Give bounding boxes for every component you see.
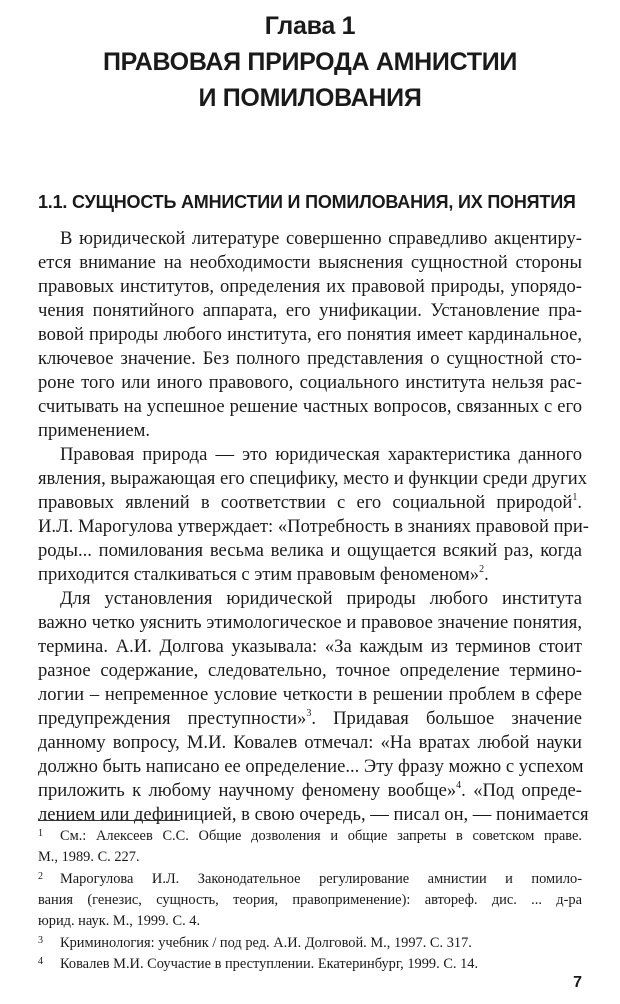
body-line: должно быть написано ее определение... Эту фразу можно с успехом bbox=[38, 756, 584, 777]
footnote-number: 1 bbox=[38, 828, 43, 839]
chapter-title-line-1: ПРАВОВАЯ ПРИРОДА АМНИСТИИ bbox=[102, 48, 518, 76]
body-line: правовых явлений в соответствии с его социальной природой$^1$. bbox=[38, 491, 582, 513]
body-line bbox=[38, 779, 582, 803]
body-line: логии – непременное условие четкости в решении проблем в сфере bbox=[38, 684, 582, 705]
body-line: термина. А.И. Долгова указывала: «За каждым из терминов стоит bbox=[38, 636, 582, 657]
body-text: приложить к любому научному феномену вообще» bbox=[38, 780, 457, 801]
chapter-label: Глава 1 bbox=[264, 12, 356, 40]
body-line: вовой природы любого института, его понятия имеет кардинальное, bbox=[38, 324, 582, 345]
footnote-number: 2 bbox=[38, 871, 43, 882]
body-line: считывать на успешное решение частных вопросов, связанных с его bbox=[38, 396, 582, 417]
body-line: лением или дефиницией, в свою очередь, — писал он, — понимается bbox=[38, 804, 589, 825]
body-line: данному вопросу, М.И. Ковалев отмечал: «На вратах любой науки bbox=[38, 732, 582, 753]
chapter-heading bbox=[0, 8, 620, 116]
body-line: роды... помилования весьма велика и ощущается всякий раз, когда bbox=[38, 540, 582, 561]
page-number: 7 bbox=[573, 974, 582, 991]
body-line: применением. bbox=[38, 420, 150, 441]
body-line: чения понятийного аппарата, его унификации. Установление пра- bbox=[38, 300, 582, 321]
footnote-number: 4 bbox=[38, 956, 43, 967]
footnote-text: Марогулова И.Л. Законодательное регулирование амнистии и помило- bbox=[60, 871, 582, 887]
body-line: И.Л. Марогулова утверждает: «Потребность в знаниях правовой при- bbox=[38, 516, 589, 537]
body-text: приходится сталкиваться с этим правовым феноменом» bbox=[38, 564, 480, 585]
body-line: ется внимание на необходимости выяснения сущностной стороны bbox=[38, 252, 582, 273]
body-line: важно четко уяснить этимологическое и правовое значение понятия, bbox=[38, 612, 582, 633]
body-line: ключевое значение. Без полного представления о сущностной сто- bbox=[38, 348, 582, 369]
body-text: правовых явлений в соответствии с его социальной природой bbox=[38, 492, 573, 513]
footnote-text: вания (генезис, сущность, теория, правоприменение): автореф. дис. ... д-ра bbox=[38, 892, 582, 908]
chapter-title-line-2: И ПОМИЛОВАНИЯ bbox=[198, 84, 422, 112]
footnote-divider bbox=[38, 820, 180, 821]
body-line: Правовая природа — это юридическая характеристика данного bbox=[60, 444, 582, 465]
footnote-text: См.: Алексеев С.С. Общие дозволения и общие запреты в советском праве. bbox=[60, 828, 582, 844]
body-text: . Придавая большое значение bbox=[311, 708, 582, 729]
body-line: разное содержание, следовательно, точное определение термино- bbox=[38, 660, 582, 681]
body-line: правовых институтов, определения их правовой природы, упорядо- bbox=[38, 276, 582, 297]
body-line: В юридической литературе совершенно справедливо акцентиру- bbox=[60, 228, 582, 249]
body-line: роне того или иного правового, социального института нельзя рас- bbox=[38, 372, 582, 393]
footnote-text: Криминология: учебник / под ред. А.И. Долговой. М., 1997. С. 317. bbox=[60, 935, 472, 951]
footnote-text: Ковалев М.И. Соучастие в преступлении. Екатеринбург, 1999. С. 14. bbox=[60, 956, 479, 972]
body-text: предупреждения преступности» bbox=[38, 708, 307, 729]
body-text: . «Под опреде- bbox=[461, 780, 582, 801]
footnote-number: 3 bbox=[38, 935, 43, 946]
body-line: явления, выражающая его специфику, место и функции среди других bbox=[38, 468, 587, 489]
footnote-text: юрид. наук. М., 1999. С. 4. bbox=[38, 913, 201, 929]
body-line: Для установления юридической природы любого института bbox=[60, 588, 582, 609]
footnote-ref-1[interactable]: 1 bbox=[572, 491, 578, 503]
section-title: 1.1. СУЩНОСТЬ АМНИСТИИ И ПОМИЛОВАНИЯ, ИХ ПОНЯТИЯ bbox=[38, 192, 576, 212]
footnote-ref-2[interactable]: 2 bbox=[479, 563, 485, 575]
footnote-ref-3[interactable]: 3 bbox=[306, 707, 312, 719]
body-line bbox=[38, 707, 582, 731]
body-line: приходится сталкиваться с этим правовым феноменом»$^2$. bbox=[38, 563, 489, 585]
footnote-text: М., 1989. С. 227. bbox=[38, 849, 140, 865]
footnote-ref-4[interactable]: 4 bbox=[456, 779, 462, 791]
